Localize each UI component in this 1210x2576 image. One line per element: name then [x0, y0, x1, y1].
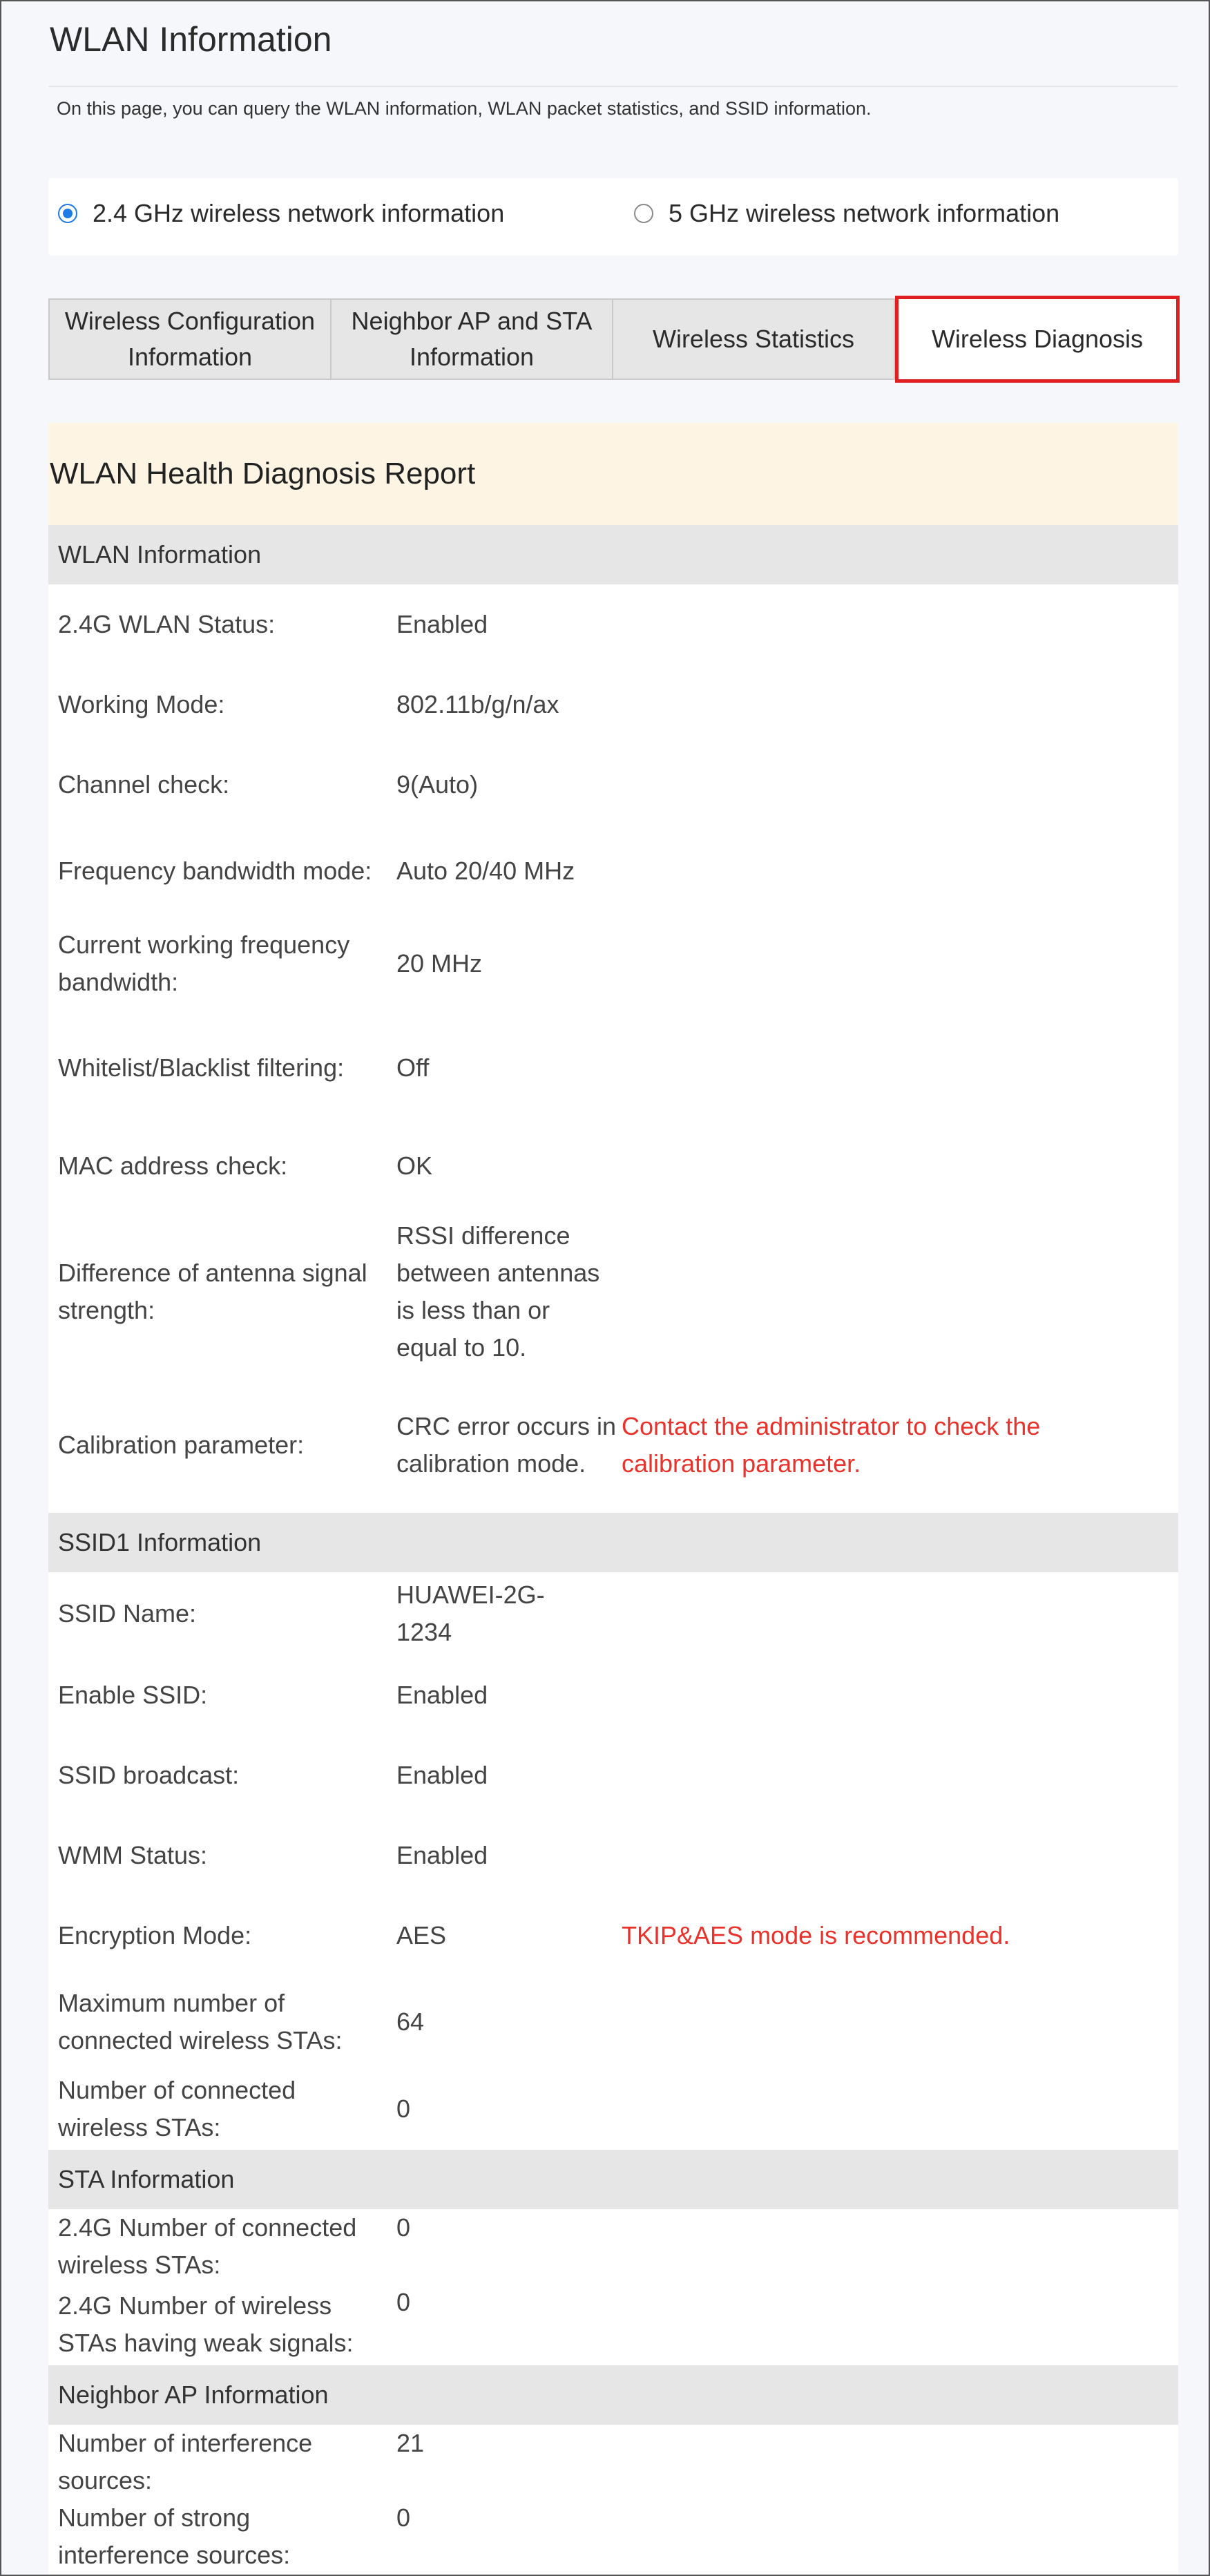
row-label: Frequency bandwidth mode:: [58, 857, 372, 885]
row-label: WMM Status:: [58, 1841, 208, 1869]
table-row: [48, 1377, 1178, 1513]
table-row: [48, 2499, 1178, 2574]
radio-24ghz[interactable]: [58, 199, 504, 228]
table-row: [48, 1010, 1178, 1126]
row-label: Difference of antenna signal strength:: [58, 1259, 367, 1324]
row-value: HUAWEI-2G-1234: [396, 1581, 545, 1646]
row-value: Enabled: [396, 1761, 488, 1789]
row-value: 20 MHz: [396, 949, 483, 977]
title-divider: [48, 86, 1178, 87]
row-label: Number of connected wireless STAs:: [58, 2076, 296, 2141]
diagnosis-report: [48, 423, 1178, 2574]
table-row: [48, 1655, 1178, 1735]
row-label: SSID broadcast:: [58, 1761, 240, 1789]
radio-selected-icon[interactable]: [58, 204, 77, 223]
tab-wireless-diagnosis[interactable]: Wireless Diagnosis: [895, 296, 1180, 383]
row-value: 21: [396, 2429, 425, 2457]
row-value: Enabled: [396, 610, 488, 638]
row-value: Off: [396, 1053, 430, 1082]
row-label: SSID Name:: [58, 1599, 197, 1628]
table-row: [48, 1896, 1178, 1976]
radio-24ghz-label: 2.4 GHz wireless network information: [93, 199, 505, 227]
row-label: Whitelist/Blacklist filtering:: [58, 1053, 345, 1082]
table-row: [48, 584, 1178, 665]
row-label: Enable SSID:: [58, 1681, 208, 1709]
row-value: RSSI difference between antennas is less than or equal to 10.: [396, 1221, 600, 1362]
band-selector: [48, 178, 1178, 256]
table-row: [48, 1735, 1178, 1815]
row-value: 0: [396, 2288, 411, 2316]
tab-bar: [48, 298, 1178, 380]
row-value: 9(Auto): [396, 770, 479, 799]
row-value: 0: [396, 2095, 411, 2123]
row-label: Number of interference sources:: [58, 2429, 313, 2494]
row-value: 0: [396, 2213, 411, 2242]
row-label: MAC address check:: [58, 1152, 288, 1180]
warning-note: TKIP&AES mode is recommended.: [622, 1921, 1010, 1949]
row-label: Calibration parameter:: [58, 1431, 305, 1459]
table-row: [48, 2209, 1178, 2284]
row-label: 2.4G WLAN Status:: [58, 610, 276, 638]
row-label: Working Mode:: [58, 690, 225, 718]
row-value: 64: [396, 2007, 425, 2036]
row-value: CRC error occurs in calibration mode.: [396, 1412, 617, 1478]
table-row: [48, 1206, 1178, 1377]
section-header-ssid1: SSID1 Information: [48, 1513, 1178, 1572]
row-value: Auto 20/40 MHz: [396, 857, 575, 885]
table-row: [48, 2284, 1178, 2365]
table-row: [48, 665, 1178, 745]
row-label: Channel check:: [58, 770, 230, 799]
table-row: [48, 1126, 1178, 1206]
tab-wireless-statistics[interactable]: Wireless Statistics: [613, 300, 895, 379]
section-header-neighbor-ap: Neighbor AP Information: [48, 2365, 1178, 2425]
radio-5ghz[interactable]: [634, 199, 1059, 228]
row-value: AES: [396, 1921, 447, 1949]
radio-5ghz-label: 5 GHz wireless network information: [669, 199, 1060, 227]
radio-unselected-icon[interactable]: [634, 204, 653, 223]
section-header-sta: STA Information: [48, 2150, 1178, 2209]
tab-neighbor-ap-sta[interactable]: Neighbor AP and STA Information: [332, 300, 613, 379]
tab-wireless-configuration[interactable]: Wireless Configuration Information: [50, 300, 332, 379]
row-value: 802.11b/g/n/ax: [396, 690, 559, 718]
table-row: [48, 1572, 1178, 1655]
row-label: 2.4G Number of wireless STAs having weak signals:: [58, 2291, 354, 2357]
table-row: [48, 825, 1178, 917]
table-row: [48, 2068, 1178, 2150]
row-value: OK: [396, 1152, 433, 1180]
row-value: Enabled: [396, 1841, 488, 1869]
table-row: [48, 2425, 1178, 2499]
section-header-wlan: WLAN Information: [48, 525, 1178, 584]
warning-note: Contact the administrator to check the calibration parameter.: [622, 1412, 1041, 1478]
table-row: [48, 1976, 1178, 2068]
table-row: [48, 917, 1178, 1010]
table-row: [48, 1815, 1178, 1896]
table-row: [48, 745, 1178, 825]
row-label: Current working frequency bandwidth:: [58, 931, 350, 996]
row-value: 0: [396, 2503, 411, 2532]
row-value: Enabled: [396, 1681, 488, 1709]
row-label: Maximum number of connected wireless STAs:: [58, 1989, 343, 2054]
row-label: Number of strong interference sources:: [58, 2503, 291, 2569]
report-title: WLAN Health Diagnosis Report: [48, 423, 1178, 525]
row-label: Encryption Mode:: [58, 1921, 252, 1949]
page-title: WLAN Information: [50, 20, 332, 59]
row-label: 2.4G Number of connected wireless STAs:: [58, 2213, 357, 2279]
page-description: On this page, you can query the WLAN information, WLAN packet statistics, and SSID information.: [57, 98, 872, 119]
